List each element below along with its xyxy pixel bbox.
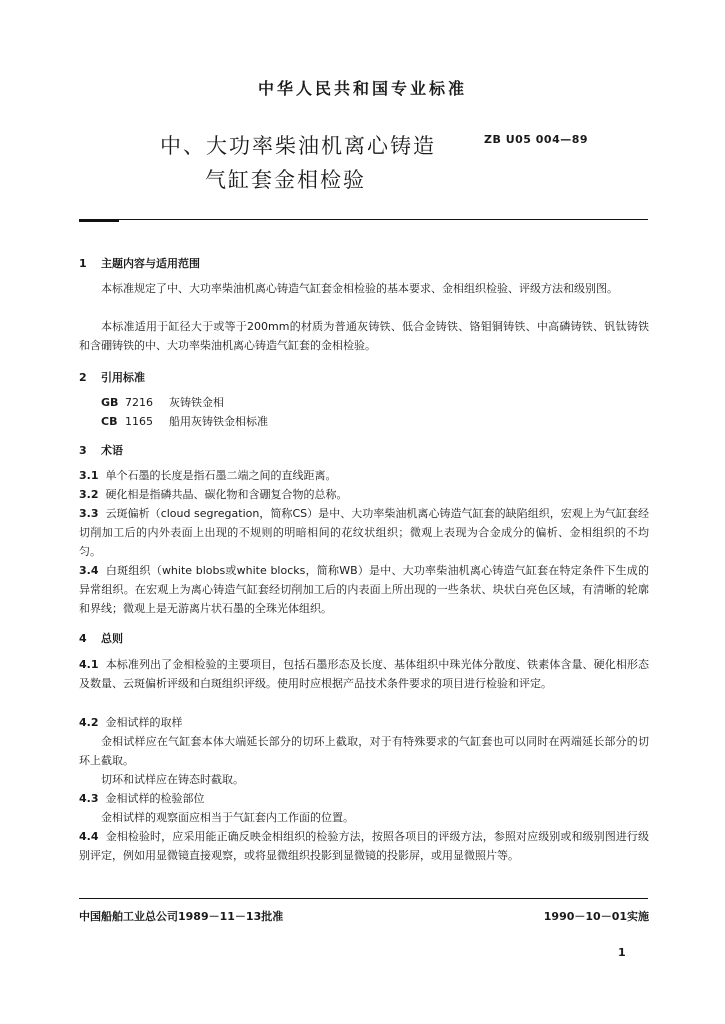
clause-text: 金相检验时，应采用能正确反映金相组织的检验方法，按照各项目的评级方法，参照对应级别或和级别图进行级别评定，例如用显微镜直接观察，或将显微组织投影到显微镜的投影屏，或用显微照片等。 bbox=[79, 830, 650, 862]
term-item bbox=[79, 504, 649, 561]
page-number: 1 bbox=[618, 946, 626, 959]
section-title: 总则 bbox=[101, 632, 123, 645]
subsection-title: 金相试样的检验部位 bbox=[105, 792, 205, 805]
standard-code: ZB U05 004—89 bbox=[484, 133, 589, 146]
term-item bbox=[79, 466, 649, 485]
reference-number: 1165 bbox=[125, 415, 153, 428]
clause-text: 白斑组织（white blobs或white blocks，简称WB）是中、大功率柴油机离心铸造气缸套在特定条件下生成的异常组织。在宏观上为离心铸造气缸套经切削加工后的内表面上所出现的一些条状、块状白亮色区域，有清晰的轮廓和界线；微观上是无游离片状石墨的全珠光体组织。 bbox=[79, 564, 649, 615]
section-2-heading bbox=[79, 369, 145, 385]
implementation-date: 1990－10－01实施 bbox=[543, 910, 649, 923]
subsection-4-3-heading bbox=[79, 789, 205, 808]
section-1-paragraph-2: 本标准适用于缸径大于或等于200mm的材质为普通灰铸铁、低合金铸铁、铬钼铜铸铁、中高磷铸铁、钒钛铸铁和含硼铸铁的中、大功率柴油机离心铸造气缸套的金相检验。 bbox=[79, 320, 649, 352]
subsection-4-2-heading bbox=[79, 713, 183, 732]
clause-text: 单个石墨的长度是指石墨二端之间的直线距离。 bbox=[105, 469, 337, 482]
general-clause bbox=[79, 655, 649, 693]
reference-item bbox=[101, 393, 224, 412]
subsection-4-2-paragraph-1: 金相试样应在气缸套本体大端延长部分的切环上截取，对于有特殊要求的气缸套也可以同时在两端延长部分的切环上截取。 bbox=[79, 735, 649, 767]
section-number: 4 bbox=[79, 632, 87, 645]
clause-number: 3.3 bbox=[79, 507, 99, 520]
section-title: 引用标准 bbox=[101, 371, 145, 384]
clause-number: 3.2 bbox=[79, 488, 99, 501]
section-1-heading bbox=[79, 255, 200, 271]
reference-prefix: GB bbox=[101, 396, 119, 409]
subsection-title: 金相试样的取样 bbox=[105, 716, 183, 729]
section-1-paragraph-1: 本标准规定了中、大功率柴油机离心铸造气缸套金相检验的基本要求、金相组织检验、评级方法和级别图。 bbox=[101, 282, 618, 295]
title-rule bbox=[79, 219, 648, 220]
approval-statement: 中国船舶工业总公司1989－11－13批准 bbox=[79, 910, 284, 923]
section-title: 术语 bbox=[101, 444, 123, 457]
clause-number: 4.3 bbox=[79, 792, 99, 805]
reference-title: 船用灰铸铁金相标准 bbox=[169, 415, 268, 428]
reference-item bbox=[101, 412, 268, 431]
clause-number: 3.4 bbox=[79, 564, 99, 577]
term-item bbox=[79, 561, 649, 618]
section-number: 1 bbox=[79, 257, 87, 270]
clause-text: 本标准列出了金相检验的主要项目，包括石墨形态及长度、基体组织中珠光体分散度、铁素体含量、硬化相形态及数量、云斑偏析评级和白斑组织评级。使用时应根据产品技术条件要求的项目进行检验和评定。 bbox=[79, 658, 650, 690]
section-title: 主题内容与适用范围 bbox=[101, 257, 200, 270]
clause-number: 3.1 bbox=[79, 469, 99, 482]
clause-number: 4.2 bbox=[79, 716, 99, 729]
reference-prefix: CB bbox=[101, 415, 118, 428]
section-number: 2 bbox=[79, 371, 87, 384]
general-clause bbox=[79, 827, 649, 865]
subsection-4-3-paragraph-1: 金相试样的观察面应相当于气缸套内工作面的位置。 bbox=[101, 811, 354, 824]
reference-title: 灰铸铁金相 bbox=[169, 396, 224, 409]
reference-number: 7216 bbox=[125, 396, 153, 409]
clause-number: 4.4 bbox=[79, 830, 99, 843]
footer-rule bbox=[79, 898, 648, 899]
title-rule-mark bbox=[79, 220, 119, 222]
section-4-heading bbox=[79, 630, 123, 646]
standard-title-line1: 中、大功率柴油机离心铸造 bbox=[160, 134, 436, 158]
issuing-body-header: 中华人民共和国专业标准 bbox=[257, 79, 467, 98]
term-item bbox=[79, 485, 649, 504]
section-3-heading bbox=[79, 442, 123, 458]
clause-number: 4.1 bbox=[79, 658, 99, 671]
clause-text: 硬化相是指磷共晶、碳化物和含硼复合物的总称。 bbox=[105, 488, 348, 501]
clause-text: 云斑偏析（cloud segregation，简称CS）是中、大功率柴油机离心铸造气缸套的缺陷组织，宏观上为气缸套经切削加工后的内外表面上出现的不规则的明暗相间的花纹状组织；微观上表现为合金成分的偏析、金相组织的不均匀。 bbox=[79, 507, 649, 558]
standard-title-line2: 气缸套金相检验 bbox=[205, 168, 366, 192]
subsection-4-2-paragraph-2: 切环和试样应在铸态时截取。 bbox=[101, 773, 244, 786]
section-number: 3 bbox=[79, 444, 87, 457]
